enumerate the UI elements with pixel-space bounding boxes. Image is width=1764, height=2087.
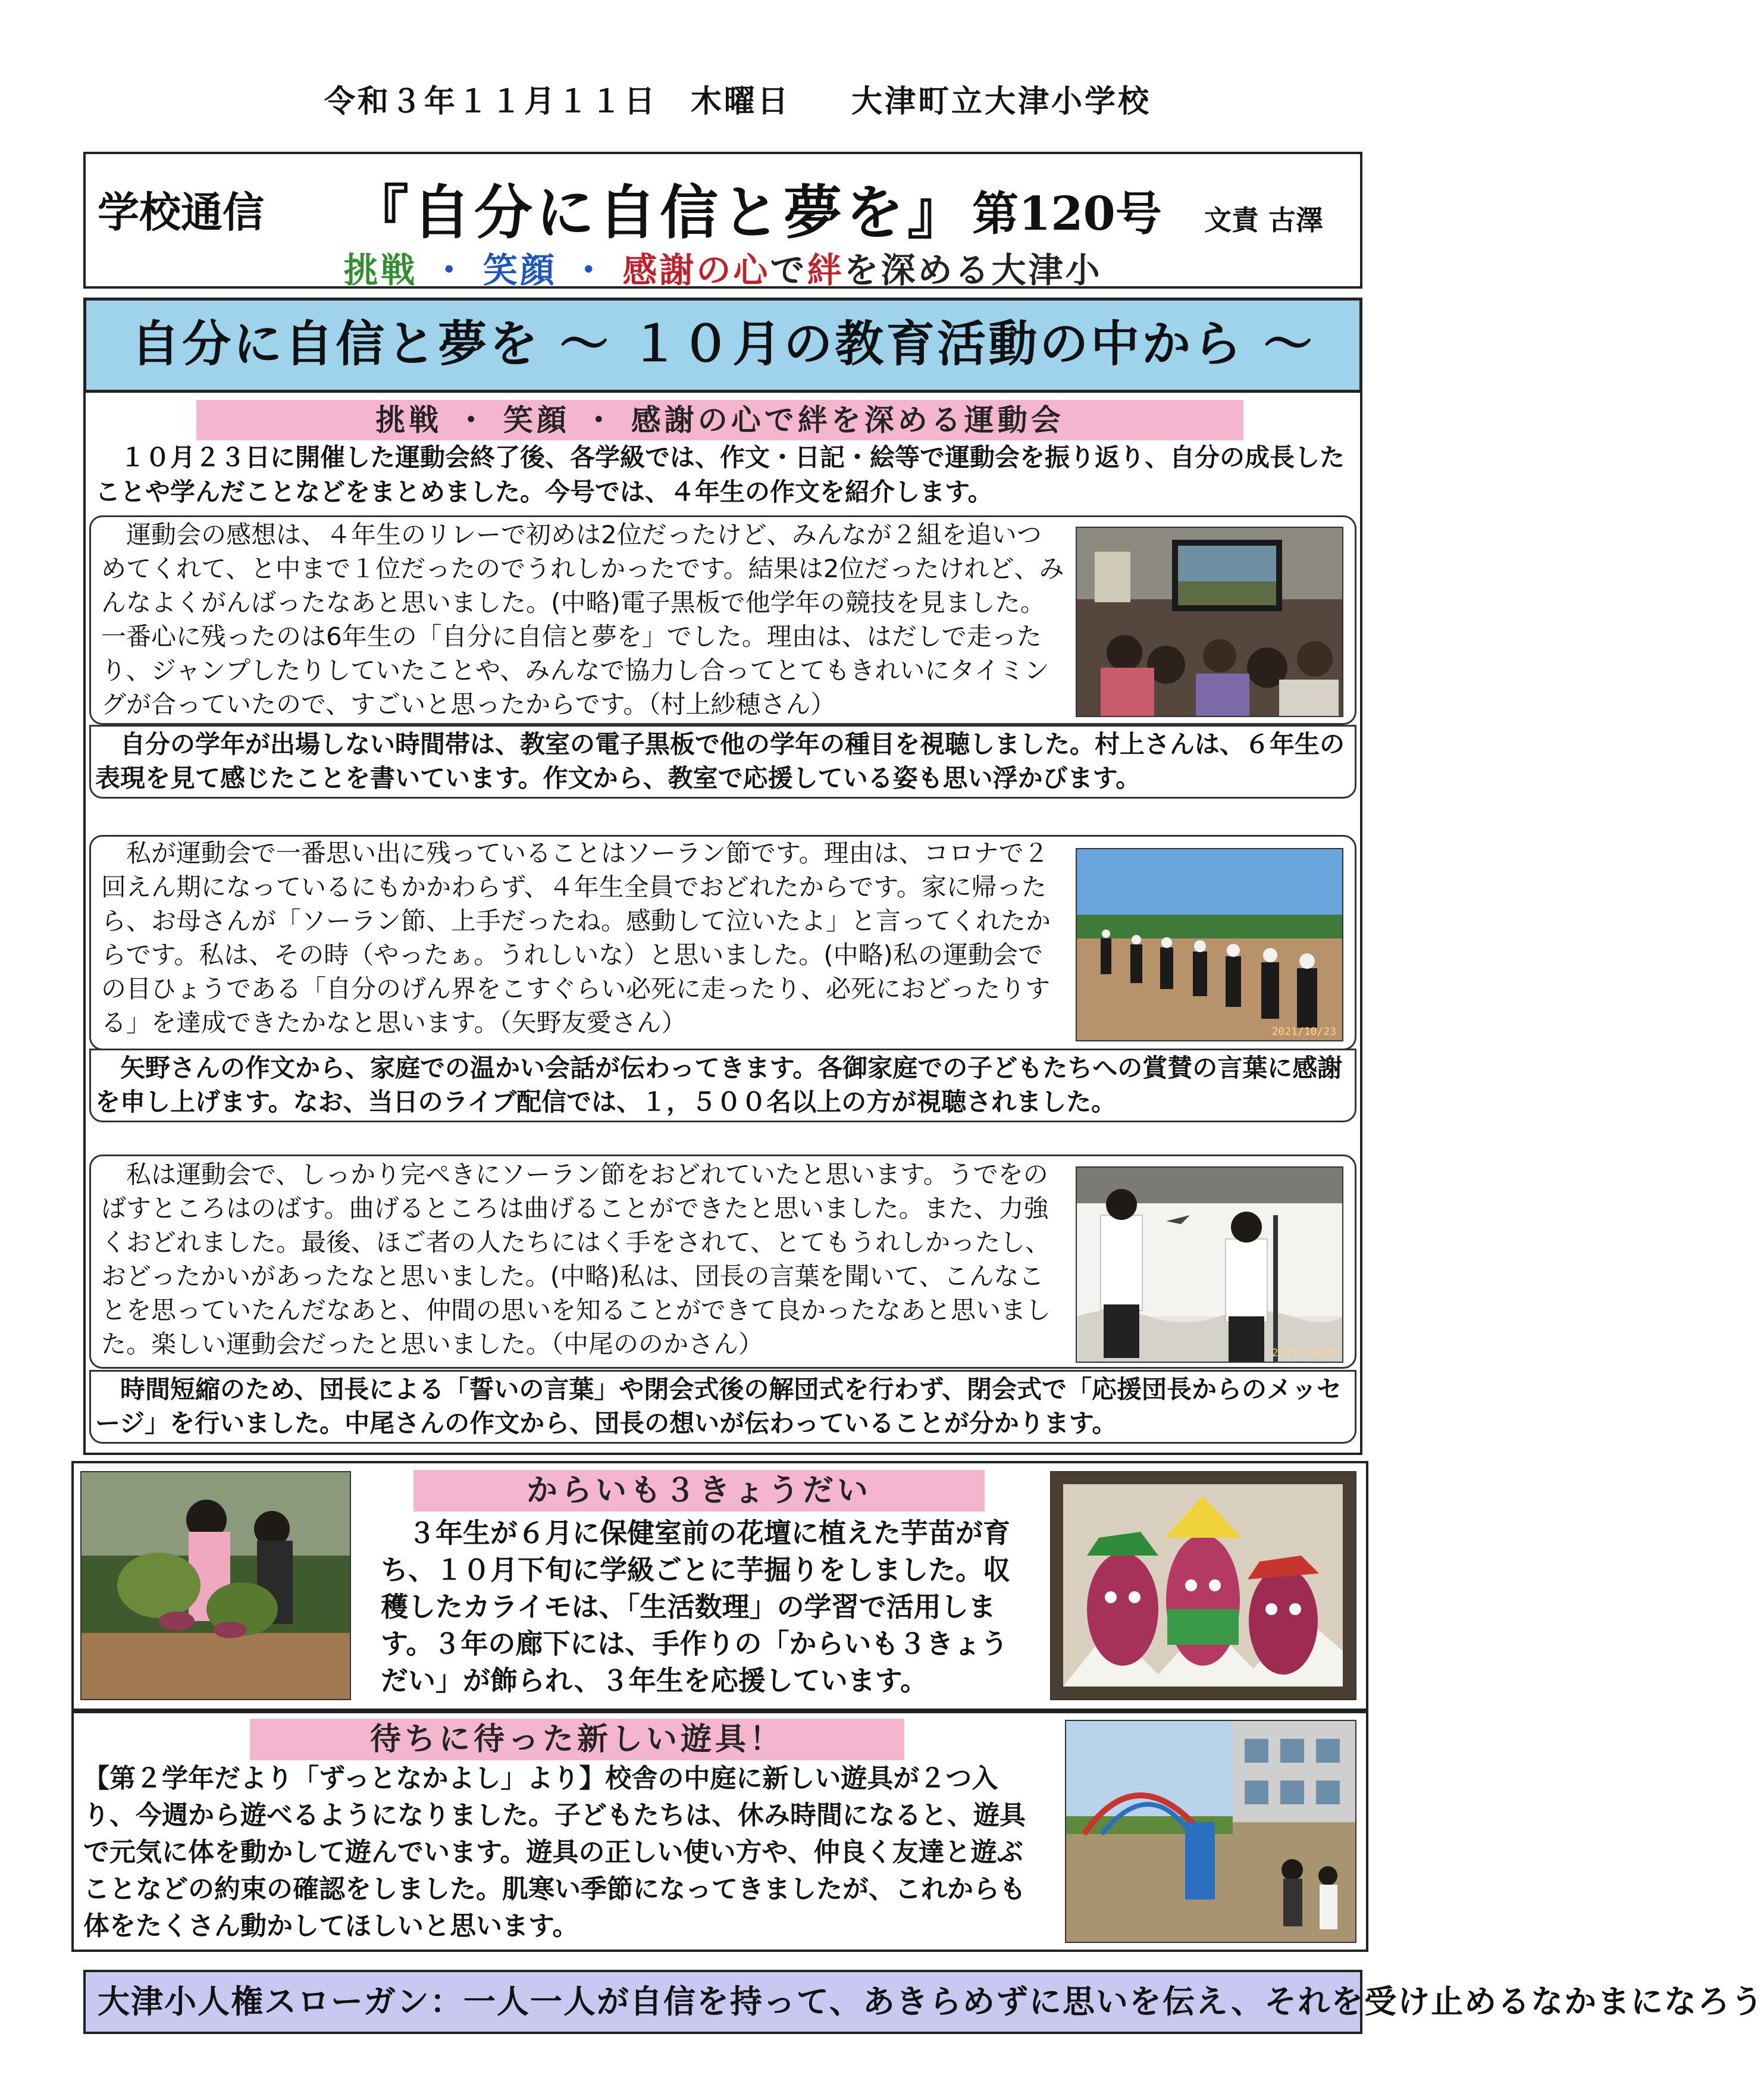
photo-date-stamp-3: 2021/10/23	[1271, 1347, 1336, 1359]
issue-date: 令和３年１１月１１日 木曜日	[324, 84, 791, 120]
essay-text-1: 運動会の感想は、４年生のリレーで初めは2位だったけど、みんなが２組を追いつめてくれて、と中まで１位だったのでうれしかったです。結果は2位だったけれど、みんなよくがんばったなあと思いました。(中略)電子黒板で他学年の競技を見ました。一番心に残ったのは6年生の「自分に自信と夢を」でした。理由は、はだしで走ったり、ジャンプしたりしていたことや、みんなで協力し合ってとてもきれいにタイミングが合っていたので、すごいと思ったからです。（村上紗穂さん）	[101, 520, 1064, 719]
essay-comment-1: 自分の学年が出場しない時間帯は、教室の電子黒板で他の学年の種目を視聴しました。村上さんは、６年生の表現を見て感じたことを書いています。作文から、教室で応援している姿も思い浮かびます。	[95, 730, 1345, 793]
motto-bond: 絆	[807, 250, 844, 290]
author: 文責 古澤	[1204, 204, 1324, 236]
photo-classroom-screen	[1076, 527, 1343, 717]
school-name: 大津町立大津小学校	[851, 84, 1152, 120]
photo-soran-dance	[1076, 848, 1343, 1041]
playground-text	[83, 1760, 1047, 1945]
sports-day-heading: 挑戦 ・ 笑顔 ・ 感謝の心で絆を深める運動会	[196, 400, 1243, 440]
newsletter-label: 学校通信	[98, 187, 264, 237]
playground-heading: 待ちに待った新しい遊具！	[250, 1719, 904, 1760]
sports-day-intro: １０月２３日に開催した運動会終了後、各学級では、作文・日記・絵等で運動会を振り返り、自分の成長したことや学んだことなどをまとめました。今号では、４年生の作文を紹介します。	[95, 443, 1345, 506]
main-banner: 自分に自信と夢を ～ １０月の教育活動の中から ～	[83, 298, 1362, 393]
karaimo-heading: からいも３きょうだい	[413, 1470, 985, 1512]
motto-gratitude: 感謝の心	[622, 250, 770, 290]
essay-text-3: 私は運動会で、しっかり完ぺきにソーラン節をおどれていたと思います。うでをのばすところはのばす。曲げるところは曲げることができたと思いました。また、力強くおどれました。最後、ほご者の人たちにはく手をされて、とてもうれしかったし、おどったかいがあったなと思いました。(中略)私は、団長の言葉を聞いて、こんなことを思っていたんだなあと、仲間の思いを知ることができて良かったなあと思いました。楽しい運動会だったと思いました。（中尾ののかさん）	[101, 1160, 1051, 1359]
photo-karaimo-brothers	[1050, 1471, 1356, 1700]
comment-box-3	[89, 1370, 1356, 1444]
essay-comment-2: 矢野さんの作文から、家庭での温かい会話が伝わってきます。各御家庭での子どもたちへの賞賛の言葉に感謝を申し上げます。なお、当日のライブ配信では、１，５００名以上の方が視聴されました。	[95, 1053, 1343, 1116]
motto-challenge: 挑戦	[343, 250, 418, 290]
playground-body: 校舎の中庭に新しい遊具が２つ入り、今週から遊べるようになりました。子どもたちは、休み時間になると、遊具で元気に体を動かして遊んでいます。遊具の正しい使い方や、仲良く友達と遊ぶことなどの約束の確認をしました。肌寒い季節になってきましたが、これからも体をたくさん動かしてほしいと思います。	[83, 1763, 1026, 1941]
photo-potato-harvest	[80, 1471, 351, 1700]
essay-comment-3: 時間短縮のため、団長による「誓いの言葉」や閉会式後の解団式を行わず、閉会式で「応援団長からのメッセージ」を行いました。中尾さんの作文から、団長の想いが伝わっていることが分かります。	[95, 1375, 1342, 1438]
human-rights-slogan: 大津小人権スローガン：一人一人が自信を持って、あきらめずに思いを伝え、それを受け止めるなかまになろう	[83, 1970, 1362, 2034]
motto-smile: 笑顔	[482, 250, 557, 290]
playground-lead: 【第２学年だより「ずっとなかよし」より】	[83, 1763, 606, 1794]
title-box	[83, 152, 1362, 289]
date-line	[0, 76, 1475, 121]
photo-team-captains	[1076, 1166, 1343, 1363]
essay-text-2: 私が運動会で一番思い出に残っていることはソーラン節です。理由は、コロナで２回えん期になっているにもかかわらず、４年生全員でおどれたからです。家に帰ったら、お母さんが「ソーラン節、上手だったね。感動して泣いたよ」と言ってくれたからです。私は、その時（やったぁ。うれしいな）と思いました。(中略)私の運動会での目ひょうである「自分のげん界をこすぐらい必死に走ったり、必死におどったりする」を達成できたかなと思います。（矢野友愛さん）	[101, 838, 1051, 1037]
school-motto: 挑戦 ・ 笑顔 ・ 感謝の心で絆を深める大津小	[343, 250, 1102, 290]
comment-box-2	[89, 1049, 1356, 1122]
comment-box-1	[89, 725, 1356, 799]
photo-new-playground	[1065, 1720, 1356, 1943]
newsletter-title: 『自分に自信と夢を』	[350, 179, 970, 247]
photo-date-stamp-2: 2021/10/23	[1271, 1025, 1336, 1038]
karaimo-text: ３年生が６月に保健室前の花壇に植えた芋苗が育ち、１０月下旬に学級ごとに芋掘りをしました。収穫したカライモは、「生活数理」の学習で活用します。３年の廊下には、手作りの「からいも３きょうだい」が飾られ、３年生を応援しています。	[381, 1517, 1010, 1697]
issue-number: 第120号	[972, 187, 1162, 241]
